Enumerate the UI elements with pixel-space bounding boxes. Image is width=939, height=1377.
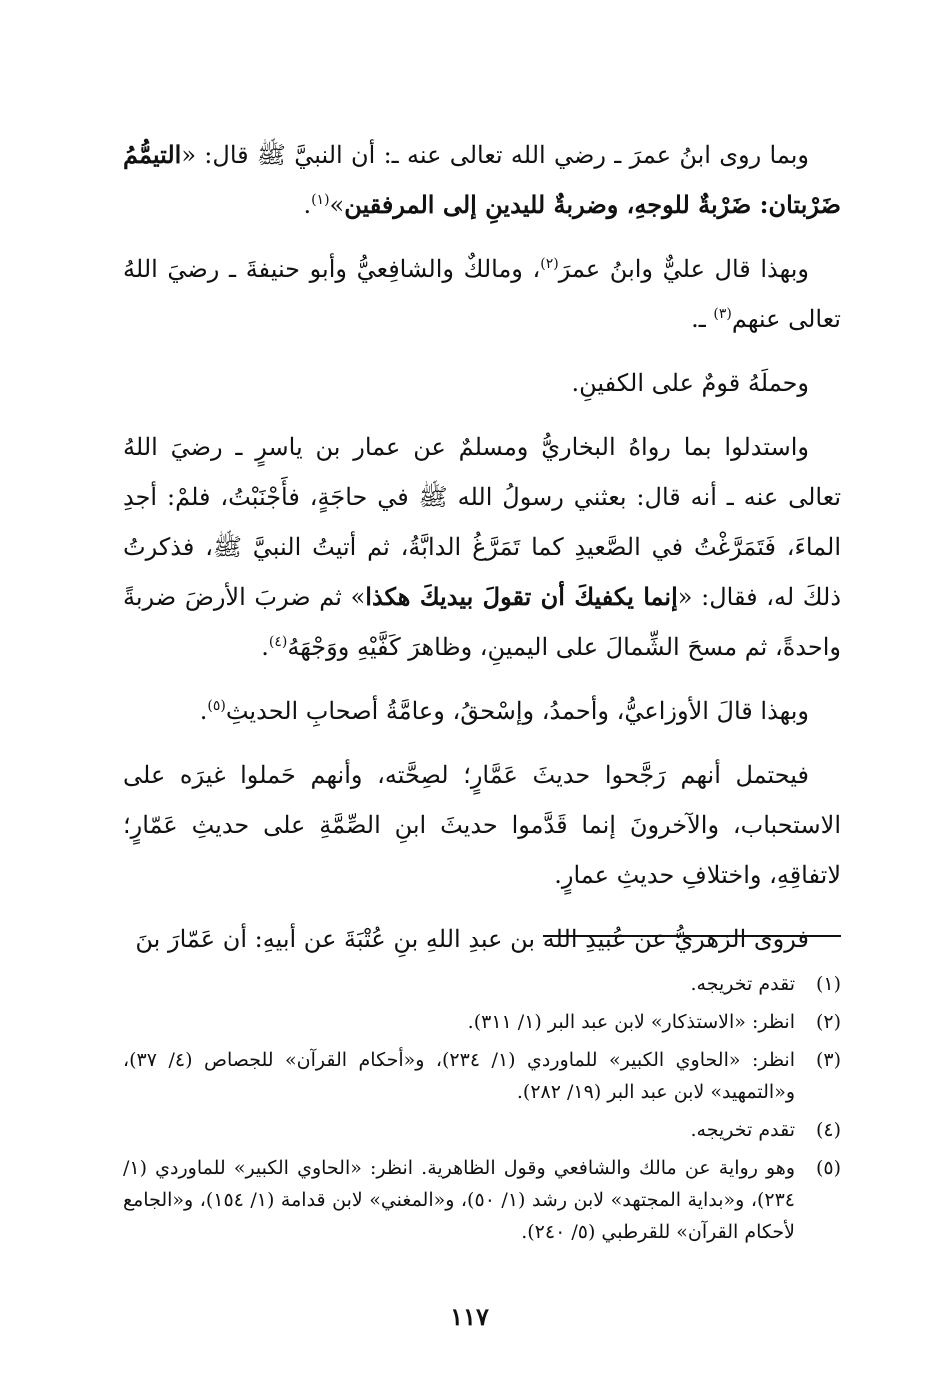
paragraph-tail: . [199, 697, 208, 725]
paragraph-scholars-opinion [123, 244, 841, 344]
main-text [123, 130, 841, 964]
footnote-4 [123, 1114, 841, 1146]
footnote-text: وهو رواية عن مالك والشافعي وقول الظاهرية. انظر: «الحاوي الكبير» للماوردي (١/ ٢٣٤)، و«بداية المجتهد» لابن رشد (١/ ٥٠)، و«المغني» لابن قدامة (١/ ١٥٤)، و«الجامع لأحكام القرآن» للقرطبي (٥/ ٢٤٠). [123, 1157, 795, 1243]
paragraph-reconciliation [123, 750, 841, 900]
paragraph-awzai-opinion [123, 686, 841, 736]
footnote-ref-3[interactable]: (٣) [713, 306, 732, 322]
footnote-1 [123, 968, 841, 1000]
paragraph-text: وبهذا قالَ الأوزاعيُّ، وأحمدُ، وإسْحقُ، وعامَّةُ أصحابِ الحديثِ [225, 697, 809, 725]
paragraph-text: واستدلوا بما رواهُ البخاريُّ ومسلمٌ عن عمار بن ياسرٍ ـ رضيَ اللهُ تعالى عنه ـ أنه قال: بعثني رسولُ الله ﷺ في حاجَةٍ، فأَجْنَبْتُ، فلمْ: أجدِ الماءَ، فَتَمَرَّغْتُ في الصَّعيدِ كما تَمَرَّغُ الدابَّةُ، ثم أتيتُ النبيَّ ﷺ، فذكرتُ ذلكَ له، فقال: « [123, 433, 842, 611]
footnote-number: (٤) [815, 1119, 841, 1141]
footnote-3 [123, 1044, 841, 1108]
footnote-number: (٢) [815, 1011, 841, 1033]
paragraph-text: فيحتمل أنهم رَجَّحوا حديثَ عَمَّارٍ؛ لصِحَّته، وأنهم حَملوا غيرَه على الاستحباب، والآخرونَ إنما قَدَّموا حديثَ ابنِ الصِّمَّةِ على حديثِ عَمّارٍ؛ لاتفاقِهِ، واختلافِ حديثِ عمارٍ. [123, 761, 841, 889]
paragraph-text: فروى الزهريُّ عن عُبيدِ الله بن عبدِ اللهِ بنِ عُتْبَةَ عن أبيهِ: أن عَمّارَ بنَ [135, 925, 809, 953]
hadith-quote: إنما يكفيكَ أن تقولَ بيديكَ هكذا [365, 582, 678, 611]
paragraph-ammar-hadith [123, 422, 841, 672]
footnote-text: تقدم تخريجه. [690, 1119, 795, 1141]
paragraph-text: وبهذا قال عليٌّ وابنُ عمرَ [558, 255, 809, 283]
footnote-2 [123, 1006, 841, 1038]
paragraph-text: وبما روى ابنُ عمرَ ـ رضي الله تعالى عنه ـ: أن النبيَّ ﷺ قال: « [181, 141, 809, 169]
footnote-ref-5[interactable]: (٥) [207, 698, 226, 714]
paragraph-zuhri-narration [123, 914, 841, 964]
footnote-ref-4[interactable]: (٤) [268, 634, 288, 650]
footnotes [123, 968, 841, 1254]
footnote-ref-2[interactable]: (٢) [540, 256, 559, 272]
footnote-5 [123, 1152, 841, 1248]
footnote-number: (٣) [815, 1049, 841, 1071]
paragraph-text-continued: » ثم ضربَ الأرضَ ضربةً واحدةً، ثم مسحَ الشِّمالَ على اليمينِ، وظاهرَ كَفَّيْهِ ووَجْهَهُ [123, 583, 841, 661]
footnote-text: انظر: «الحاوي الكبير» للماوردي (١/ ٢٣٤)، و«أحكام القرآن» للجصاص (٤/ ٣٧)، و«التمهيد» لابن عبد البر (١٩/ ٢٨٢). [123, 1049, 795, 1103]
paragraph-tail: . [303, 191, 312, 219]
footnote-number: (٥) [815, 1157, 841, 1179]
paragraph-tail: ـ. [691, 305, 714, 333]
footnote-text: انظر: «الاستذكار» لابن عبد البر (١/ ٣١١). [467, 1011, 795, 1033]
paragraph-text-continued: ، ومالكٌ والشافِعيُّ وأبو حنيفةَ ـ رضيَ اللهُ تعالى عنهم [123, 255, 841, 333]
paragraph-ibn-umar-hadith [123, 130, 841, 230]
paragraph-palms-opinion [123, 358, 841, 408]
quote-close: » [329, 191, 345, 219]
footnote-separator [543, 935, 841, 937]
footnote-text: تقدم تخريجه. [690, 973, 795, 995]
footnote-number: (١) [815, 973, 841, 995]
paragraph-text: وحملَهُ قومٌ على الكفينِ. [571, 369, 809, 397]
page-number: ١١٧ [450, 1302, 489, 1331]
footnote-ref-1[interactable]: (١) [311, 192, 330, 208]
hadith-quote: التيمُّمُ ضَرْبتان: ضَرْبةٌ للوجهِ، وضربةٌ لليدينِ إلى المرفقين [123, 140, 841, 219]
paragraph-tail: . [261, 633, 269, 661]
